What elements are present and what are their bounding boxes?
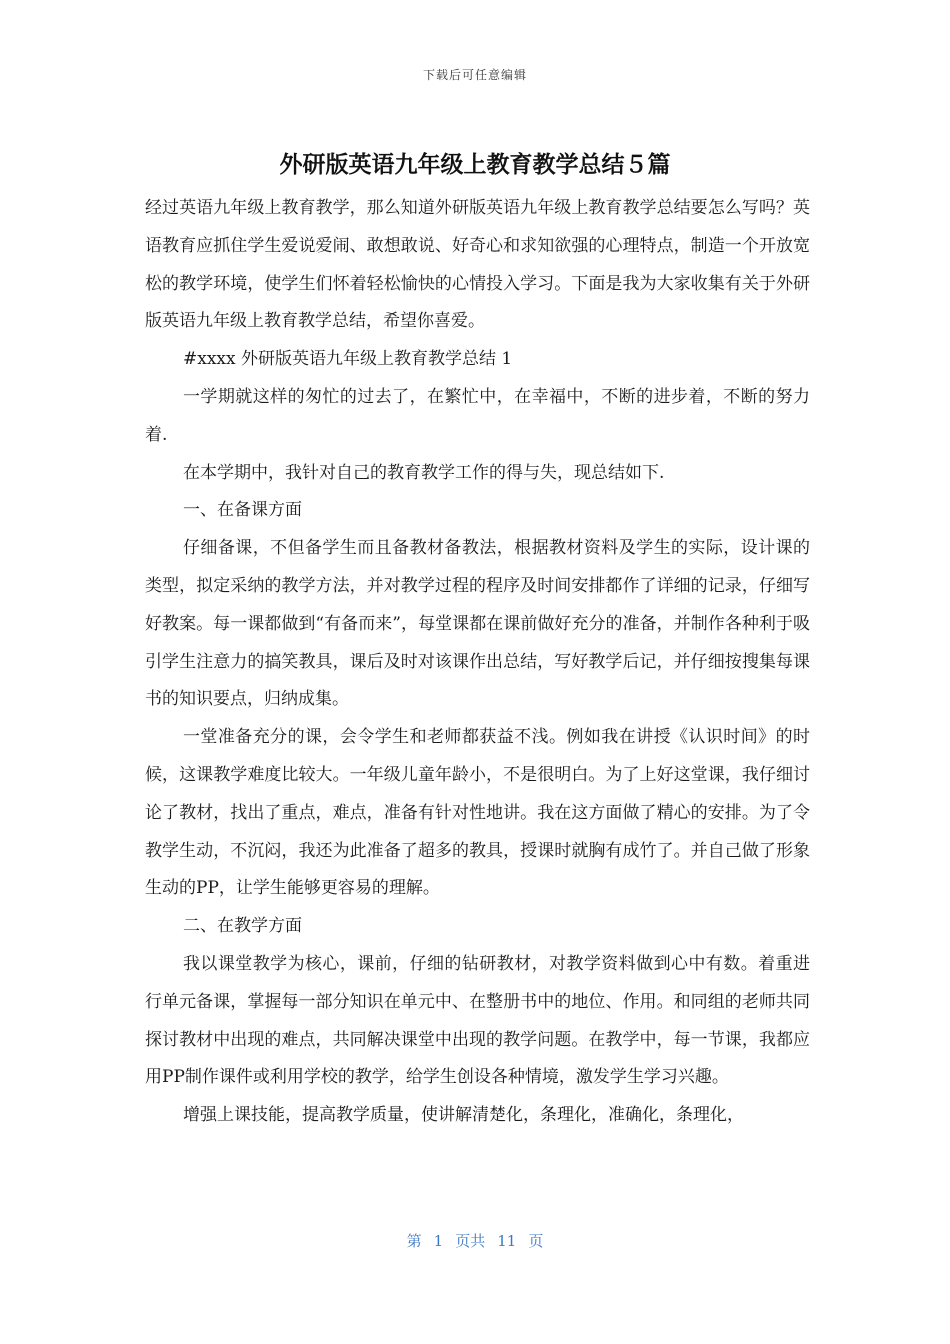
subsection-heading: 一、在备课方面 — [183, 500, 302, 521]
body-paragraph: 一学期就这样的匆忙的过去了，在繁忙中，在幸福中，不断的进步着，不断的努力着. — [145, 386, 810, 445]
footer-current-page: 1 — [433, 1232, 444, 1250]
footer-label-page: 第 — [406, 1232, 422, 1250]
body-paragraph: 一堂准备充分的课，会令学生和老师都获益不浅。例如我在讲授《认识时间》的时候，这课教学难度比较大。一年级儿童年龄小，不是很明白。为了上好这堂课，我仔细讨论了教材，找出了重点，难点，准备有针对性地讲。我在这方面做了精心的安排。为了令教学生动，不沉闷，我还为此准备了超多的教具，授课时就胸有成竹了。并自己做了形象生动的PP，让学生能够更容易的理解。 — [145, 727, 810, 899]
footer-label-end: 页 — [528, 1232, 544, 1250]
body-paragraph: 仔细备课，不但备学生而且备教材备教法，根据教材资料及学生的实际，设计课的类型，拟定采纳的教学方法，并对教学过程的程序及时间安排都作了详细的记录，仔细写好教案。每一课都做到“有备而来”，每堂课都在课前做好充分的准备，并制作各种利于吸引学生注意力的搞笑教具，课后及时对该课作出总结，写好教学后记，并仔细按搜集每课书的知识要点，归纳成集。 — [145, 538, 810, 710]
body-paragraph: 我以课堂教学为核心，课前，仔细的钻研教材，对教学资料做到心中有数。着重进行单元备课，掌握每一部分知识在单元中、在整册书中的地位、作用。和同组的老师共同探讨教材中出现的难点，共同解决课堂中出现的教学问题。在教学中，每一节课，我都应用PP制作课件或利用学校的教学，给学生创设各种情境，激发学生学习兴趣。 — [145, 953, 810, 1088]
document-title: 外研版英语九年级上教育教学总结５篇 — [279, 152, 671, 178]
page-header-note: 下载后可任意编辑 — [422, 68, 527, 82]
body-paragraph: 在本学期中，我针对自己的教育教学工作的得与失，现总结如下. — [183, 462, 665, 483]
subsection-heading: 二、在教学方面 — [183, 916, 302, 937]
footer-label-of: 页共 — [455, 1232, 486, 1250]
section-heading: #xxxx 外研版英语九年级上教育教学总结 1 — [183, 349, 513, 370]
page-footer — [0, 1230, 950, 1251]
intro-paragraph: 经过英语九年级上教育教学，那么知道外研版英语九年级上教育教学总结要怎么写吗？英语教育应抓住学生爱说爱闹、敢想敢说、好奇心和求知欲强的心理特点，制造一个开放宽松的教学环境，使学生们怀着轻松愉快的心情投入学习。下面是我为大家收集有关于外研版英语九年级上教育教学总结，希望你喜爱。 — [145, 198, 810, 332]
body-paragraph: 增强上课技能，提高教学质量，使讲解清楚化，条理化，准确化，条理化， — [183, 1105, 744, 1126]
document-body — [145, 190, 810, 1135]
footer-total-pages: 11 — [497, 1232, 517, 1250]
